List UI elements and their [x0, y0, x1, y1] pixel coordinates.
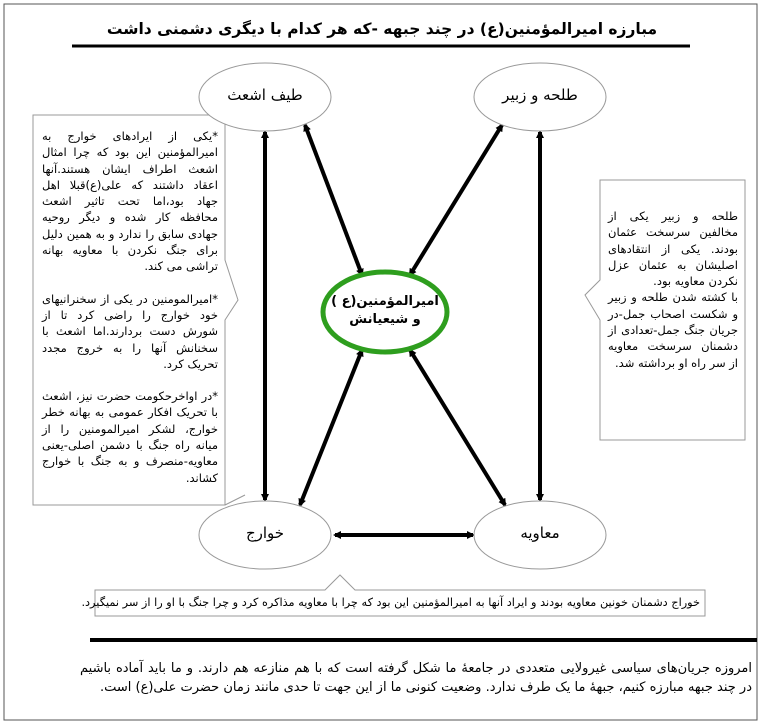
arrow-ashath-center	[305, 125, 362, 275]
left-para-1: *يکی از ايرادهای خوارج به اميرالمؤمنين اين بود که چرا امثال اشعث اطراف ايشان هستند.آنها اعقاد داشتند که علی(ع)قبلا اهل جهاد بود،اما تحت تاثير اشعث محافظه کار شده و ديگر روحيه جهادی سابق را ندارد و به همين دليل برای جنگ نکردن با معاويه بهانه تراشی می کند.	[42, 129, 218, 274]
label-khawarij: خوارج	[245, 524, 285, 542]
label-center	[325, 293, 445, 329]
center-line1: اميرالمؤمنين(ع )	[331, 294, 439, 309]
page-title: مبارزه اميرالمؤمنين(ع) در چند جبهه -که هر کدام با ديگری دشمنی داشت	[106, 20, 658, 38]
arrow-talha-center	[410, 125, 502, 275]
center-line2: و شيعيانش	[349, 312, 421, 327]
footer-text: امروزه جريان‌های سياسی غيرولايی متعددی در جامعهٔ ما شکل گرفته است که با هم منازعه هم دارند. و ما بايد آماده باشيم در چند جبهه مبارزه کنيم، جبههٔ ما يک طرف ندارد. وضعيت کنونی ما از اين جهت تا حدی مانند زمان حضرت علی(ع) است.	[80, 661, 752, 695]
right-callout-text	[608, 208, 738, 371]
label-ashath: طيف اشعث	[227, 86, 303, 104]
left-para-2: *اميرالمومنين در يکی از سخنرانيهای خود خوارج را راضی کرد تا از شورش دست بردارند.اما اشعث با سخنانش آنها را به خروج مجدد تحريک کرد.	[42, 291, 218, 371]
right-para-1: طلحه و زبير يکی از مخالفين سرسخت عثمان بودند. يکی از انتقادهای اصليشان به عثمان عزل نکردن معاويه بود.	[608, 209, 738, 289]
label-muawiya: معاويه	[520, 524, 560, 542]
right-para-2: با کشته شدن طلحه و زبير و شکست اصحاب جمل-در جريان جنگ جمل-تعدادی از دشمنان سرسخت معاويه از سر راه او برداشته شد.	[608, 290, 738, 370]
arrow-center-muawiya	[410, 350, 505, 505]
label-talha: طلحه و زبير	[502, 86, 578, 104]
bottom-callout-text: خوراج دشمنان خونين معاويه بودند و ايراد آنها به اميرالمؤمنين اين بود که چرا با معاويه مذاکره کرد و چرا جنگ با او را از سر نميگيرد.	[81, 596, 700, 609]
left-callout-text	[42, 128, 218, 502]
left-para-3: *در اواخرحکومت حضرت نيز، اشعث با تحريک افکار عمومی به بهانه خطر خوارج، لشکر اميرالمومنين را از ميانه راه جنگ با دشمن اصلی-يعنی معاويه-منصرف و به جنگ با خوارج کشاند.	[42, 389, 218, 485]
arrow-center-khawarij	[300, 350, 362, 505]
